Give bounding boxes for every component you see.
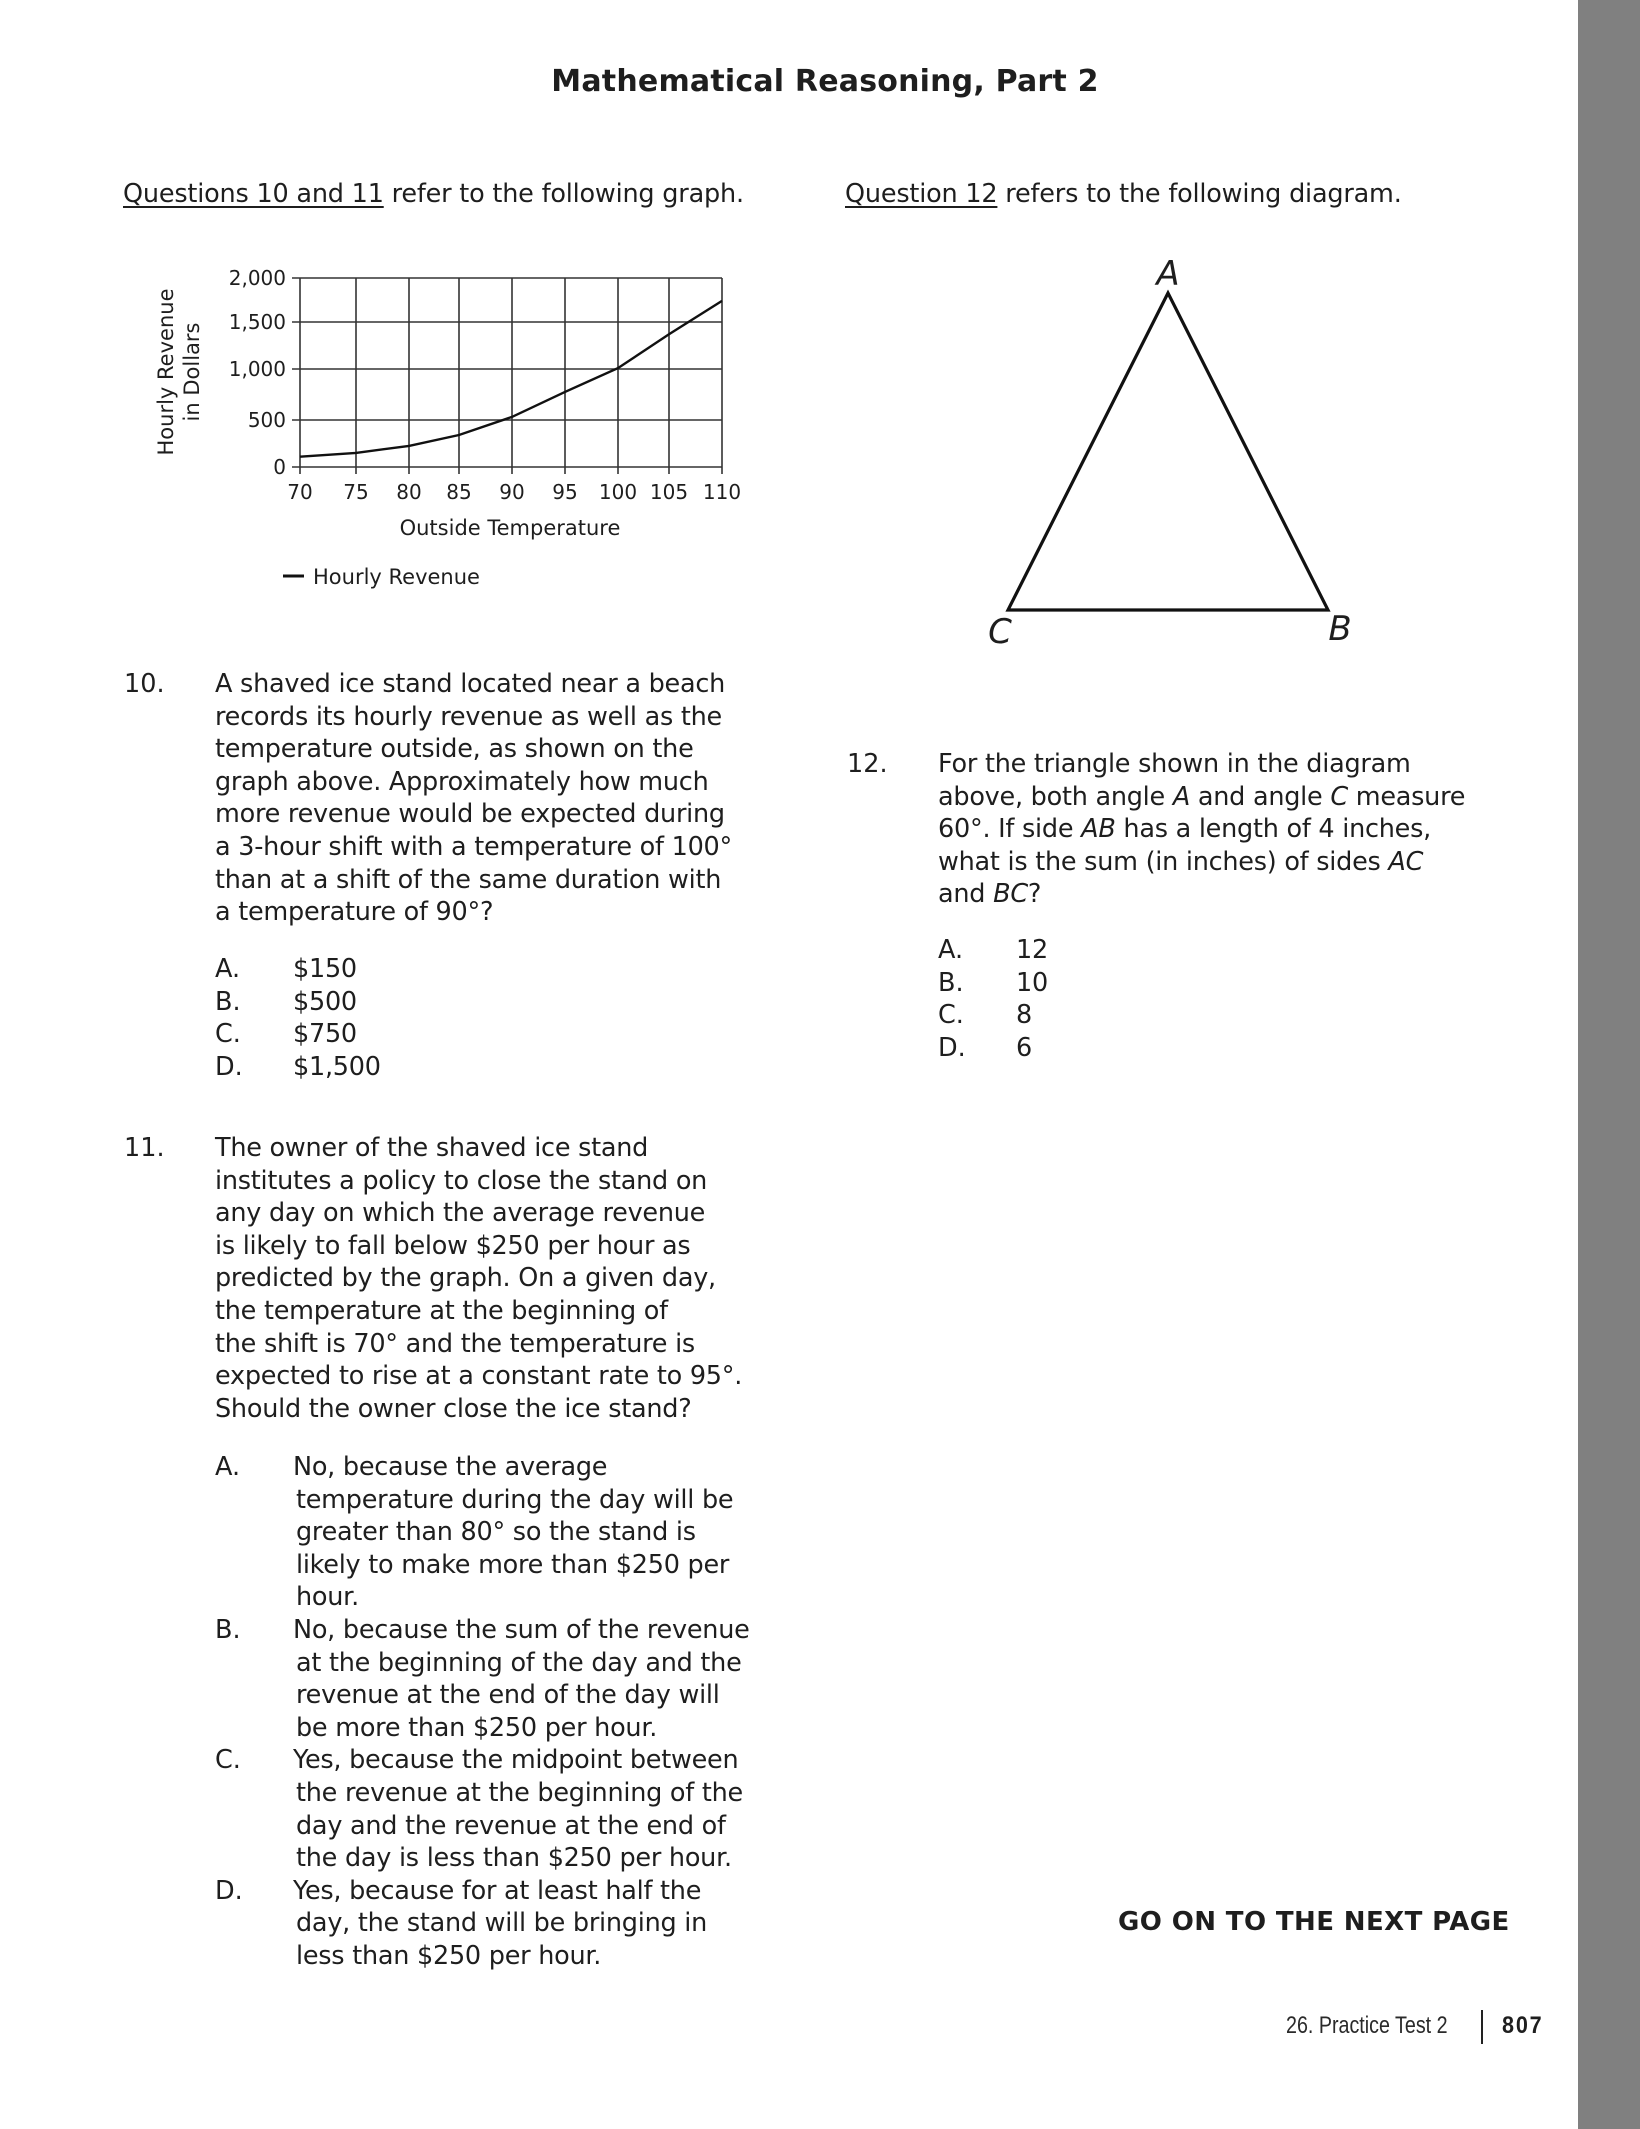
question-12-number: 12. bbox=[847, 749, 888, 779]
vertex-label-c: C bbox=[988, 612, 1012, 652]
svg-text:in Dollars: in Dollars bbox=[180, 322, 204, 422]
svg-text:85: 85 bbox=[446, 480, 472, 504]
answer-option-text: 10 bbox=[1016, 967, 1048, 998]
answer-option-text: Yes, because for at least half the day, the stand will be bringing in less than $250 per hour. bbox=[293, 1875, 708, 1971]
question-text-line: The owner of the shaved ice stand bbox=[215, 1133, 649, 1163]
svg-text:1,000: 1,000 bbox=[228, 357, 286, 381]
y-axis-ticks bbox=[229, 266, 286, 479]
diagram-intro bbox=[845, 178, 1402, 210]
question-text-line: above, both angle A and angle C measure bbox=[938, 781, 1466, 812]
svg-text:70: 70 bbox=[287, 480, 313, 504]
triangle-diagram bbox=[960, 240, 1400, 660]
chart-grid bbox=[292, 278, 722, 474]
answer-option bbox=[215, 1744, 750, 1874]
question-10-number: 10. bbox=[124, 669, 165, 699]
question-11-number: 11. bbox=[124, 1133, 165, 1163]
question-11-options bbox=[215, 1451, 750, 1973]
svg-text:95: 95 bbox=[552, 480, 578, 504]
graph-intro-rest: refer to the following graph. bbox=[383, 179, 744, 209]
answer-option bbox=[215, 1614, 750, 1744]
answer-option-letter: C. bbox=[938, 1000, 964, 1031]
answer-option-text: $500 bbox=[293, 986, 357, 1017]
answer-option-text: 12 bbox=[1016, 935, 1048, 965]
svg-text:90: 90 bbox=[499, 480, 525, 504]
svg-text:100: 100 bbox=[598, 480, 638, 504]
answer-option-letter: C. bbox=[215, 1019, 241, 1050]
graph-intro-questions: Questions 10 and 11 bbox=[123, 179, 384, 209]
question-text-line: predicted by the graph. On a given day, bbox=[215, 1263, 716, 1294]
answer-option bbox=[215, 986, 381, 1019]
hourly-revenue-line bbox=[300, 301, 722, 457]
question-text-line: than at a shift of the same duration with bbox=[215, 864, 722, 895]
svg-text:80: 80 bbox=[396, 480, 422, 504]
math-variable: AC bbox=[1388, 846, 1424, 877]
diagram-intro-question: Question 12 bbox=[845, 179, 998, 209]
answer-option-letter: B. bbox=[215, 1614, 241, 1645]
y-axis-title bbox=[154, 289, 204, 456]
page-number: 807 bbox=[1502, 2012, 1544, 2039]
answer-option-text: 8 bbox=[1016, 1000, 1032, 1031]
vertex-label-b: B bbox=[1328, 609, 1352, 649]
question-text-line: 60°. If side AB has a length of 4 inches, bbox=[938, 814, 1432, 845]
question-text-line: A shaved ice stand located near a beach bbox=[215, 669, 725, 699]
diagram-intro-rest: refers to the following diagram. bbox=[997, 179, 1402, 209]
answer-option bbox=[215, 1451, 750, 1614]
answer-option-text: Yes, because the midpoint between the revenue at the beginning of the day and the revenue at the end of the day is less than $250 per hour. bbox=[293, 1745, 743, 1874]
question-text-line: institutes a policy to close the stand on bbox=[215, 1165, 708, 1196]
question-text-line: a temperature of 90°? bbox=[215, 897, 494, 928]
question-text-line: records its hourly revenue as well as the bbox=[215, 701, 722, 732]
answer-option-letter: D. bbox=[215, 1875, 243, 1906]
footer-chapter-label: 26. Practice Test 2 bbox=[1286, 2012, 1448, 2039]
svg-text:75: 75 bbox=[343, 480, 369, 504]
question-text-line: more revenue would be expected during bbox=[215, 799, 725, 830]
answer-option-text: $150 bbox=[293, 954, 357, 984]
triangle-shape bbox=[1008, 293, 1328, 610]
question-12-options bbox=[938, 934, 1048, 1064]
answer-option-letter: A. bbox=[215, 954, 241, 984]
math-variable: AB bbox=[1081, 814, 1116, 845]
page-title: Mathematical Reasoning, Part 2 bbox=[551, 64, 1099, 99]
answer-option-text: $1,500 bbox=[293, 1051, 381, 1082]
answer-option-text: $750 bbox=[293, 1019, 357, 1050]
answer-option-text: 6 bbox=[1016, 1032, 1032, 1063]
svg-text:105: 105 bbox=[649, 480, 689, 504]
revenue-line-chart bbox=[0, 0, 800, 620]
question-text-line: a 3-hour shift with a temperature of 100° bbox=[215, 831, 733, 862]
math-variable: A bbox=[1172, 781, 1191, 812]
question-text-line: temperature outside, as shown on the bbox=[215, 734, 694, 765]
go-on-next-page: GO ON TO THE NEXT PAGE bbox=[1118, 1907, 1510, 1937]
vertex-label-a: A bbox=[1156, 254, 1180, 294]
answer-option-letter: C. bbox=[215, 1745, 241, 1776]
x-axis-title: Outside Temperature bbox=[399, 516, 621, 540]
answer-option bbox=[215, 1051, 381, 1084]
answer-option-letter: D. bbox=[215, 1051, 243, 1082]
answer-option-text: No, because the average temperature during the day will be greater than 80° so the stand is likely to make more than $250 per hour. bbox=[293, 1452, 734, 1613]
answer-option-text: No, because the sum of the revenue at the beginning of the day and the revenue at the end of the day will be more than $250 per hour. bbox=[293, 1614, 750, 1743]
answer-option bbox=[938, 1032, 1048, 1065]
answer-option bbox=[215, 953, 381, 986]
footer-divider bbox=[1481, 2010, 1483, 2044]
question-text-line: what is the sum (in inches) of sides AC bbox=[938, 846, 1424, 877]
svg-text:Hourly Revenue: Hourly Revenue bbox=[154, 288, 178, 456]
x-axis-ticks bbox=[287, 480, 741, 504]
question-text-line: is likely to fall below $250 per hour as bbox=[215, 1230, 691, 1261]
question-text-line: and BC? bbox=[938, 879, 1042, 910]
question-10-text bbox=[215, 668, 732, 929]
answer-option-letter: B. bbox=[215, 986, 241, 1017]
math-variable: C bbox=[1330, 781, 1348, 812]
question-text-line: Should the owner close the ice stand? bbox=[215, 1393, 692, 1424]
answer-option bbox=[938, 934, 1048, 967]
question-text-line: any day on which the average revenue bbox=[215, 1198, 706, 1229]
answer-option-letter: A. bbox=[215, 1452, 241, 1482]
question-text-line: the temperature at the beginning of bbox=[215, 1295, 668, 1326]
legend-label: Hourly Revenue bbox=[313, 565, 480, 589]
svg-text:2,000: 2,000 bbox=[228, 266, 286, 290]
svg-text:1,500: 1,500 bbox=[228, 310, 286, 334]
question-text-line: expected to rise at a constant rate to 95°. bbox=[215, 1361, 743, 1392]
answer-option bbox=[938, 967, 1048, 1000]
question-10-options bbox=[215, 953, 381, 1083]
question-12-text bbox=[938, 748, 1465, 911]
answer-option bbox=[215, 1018, 381, 1051]
svg-text:500: 500 bbox=[247, 408, 286, 432]
question-text-line: For the triangle shown in the diagram bbox=[938, 749, 1411, 779]
page-edge-bar bbox=[1578, 0, 1640, 2129]
answer-option bbox=[215, 1875, 750, 1973]
svg-text:0: 0 bbox=[273, 455, 286, 479]
answer-option-letter: B. bbox=[938, 967, 964, 998]
question-text-line: graph above. Approximately how much bbox=[215, 766, 709, 797]
question-11-text bbox=[215, 1132, 742, 1425]
answer-option-letter: D. bbox=[938, 1032, 966, 1063]
question-text-line: the shift is 70° and the temperature is bbox=[215, 1328, 695, 1359]
answer-option-letter: A. bbox=[938, 935, 964, 965]
math-variable: BC bbox=[993, 879, 1028, 910]
svg-text:110: 110 bbox=[702, 480, 742, 504]
answer-option bbox=[938, 999, 1048, 1032]
